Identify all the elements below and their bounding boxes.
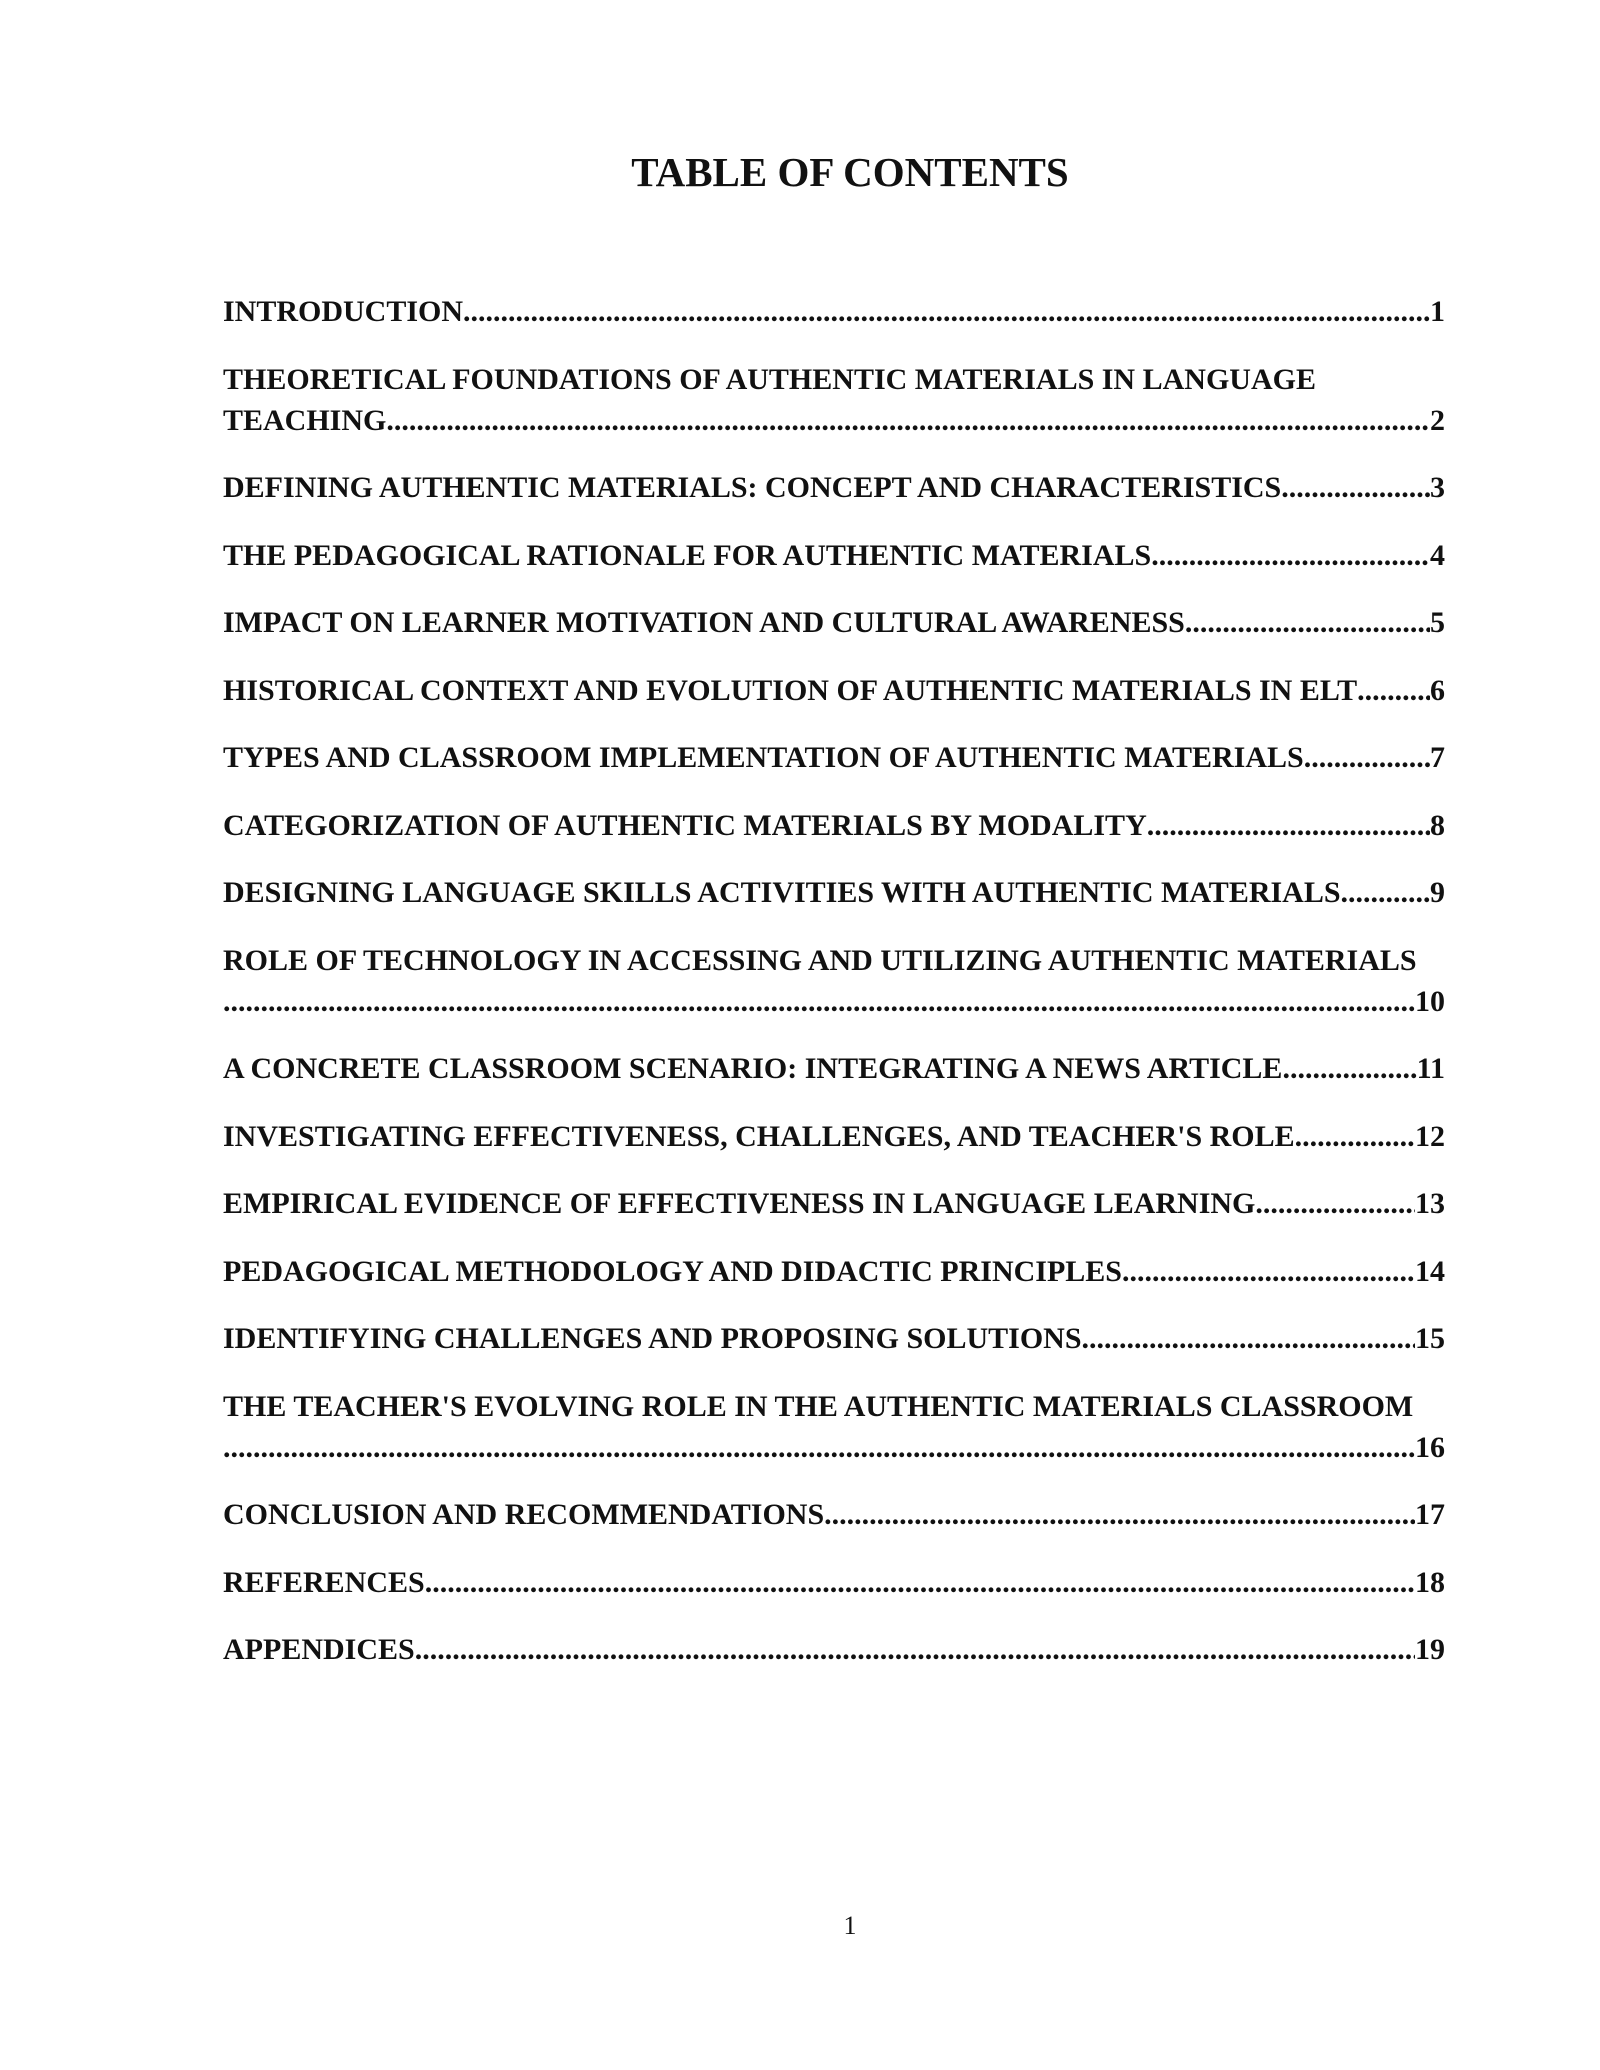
toc-entry-text: APPENDICES: [223, 1633, 415, 1666]
page-title: TABLE OF CONTENTS: [631, 149, 1069, 195]
toc-entry-page: 19: [1415, 1633, 1445, 1666]
toc-entry-page: 15: [1415, 1322, 1445, 1355]
toc-entry-page: 7: [1430, 741, 1445, 774]
toc-entry-historical-context[interactable]: [223, 670, 1445, 711]
toc-entry-text: CONCLUSION AND RECOMMENDATIONS: [223, 1498, 825, 1531]
dot-leader: [1147, 805, 1430, 846]
toc-entry-text: DEFINING AUTHENTIC MATERIALS: CONCEPT AND CHARACTERISTICS: [223, 471, 1282, 504]
toc-entry-teachers-evolving-role[interactable]: [223, 1386, 1493, 1468]
toc-entry-text-line1: THE TEACHER'S EVOLVING ROLE IN THE AUTHENTIC MATERIALS CLASSROOM: [223, 1389, 1414, 1423]
toc-list: [223, 291, 1493, 1697]
toc-entry-pedagogical-methodology[interactable]: [223, 1251, 1445, 1292]
toc-entry-text-line1: THEORETICAL FOUNDATIONS OF AUTHENTIC MATERIALS IN LANGUAGE: [223, 362, 1316, 396]
toc-entry-types-implementation[interactable]: [223, 737, 1445, 778]
toc-entry-line2: [223, 981, 1445, 1022]
dot-leader: [1281, 467, 1430, 508]
toc-entry-conclusion[interactable]: [223, 1494, 1445, 1535]
toc-entry-text: THE PEDAGOGICAL RATIONALE FOR AUTHENTIC MATERIALS: [223, 538, 1152, 572]
toc-entry-text: HISTORICAL CONTEXT AND EVOLUTION OF AUTHENTIC MATERIALS IN ELT: [223, 673, 1358, 707]
toc-entry-investigating-effectiveness[interactable]: [223, 1116, 1445, 1157]
toc-entry-text: IMPACT ON LEARNER MOTIVATION AND CULTURAL AWARENESS: [223, 606, 1185, 639]
page-number: 1: [843, 1911, 857, 1940]
dot-leader: [1082, 1318, 1415, 1359]
toc-entry-text: TYPES AND CLASSROOM IMPLEMENTATION OF AUTHENTIC MATERIALS: [223, 741, 1304, 774]
toc-entry-page: 1: [1430, 295, 1445, 328]
toc-entry-text-line2: TEACHING: [223, 403, 387, 437]
toc-entry-line2: [223, 400, 1445, 441]
dot-leader: [1295, 1116, 1415, 1157]
toc-entry-classroom-scenario[interactable]: [223, 1048, 1445, 1089]
toc-entry-page: 12: [1415, 1119, 1445, 1153]
dot-leader: [1304, 737, 1430, 778]
dot-leader: [1122, 1251, 1415, 1292]
toc-entry-page: 2: [1430, 403, 1445, 437]
toc-entry-text: INVESTIGATING EFFECTIVENESS, CHALLENGES, AND TEACHER'S ROLE: [223, 1119, 1295, 1153]
dot-leader: [223, 981, 1415, 1022]
toc-entry-pedagogical-rationale[interactable]: [223, 535, 1445, 576]
toc-entry-identifying-challenges[interactable]: [223, 1318, 1445, 1359]
toc-entry-text: INTRODUCTION: [223, 295, 464, 328]
dot-leader: [824, 1494, 1415, 1535]
toc-entry-page: 13: [1415, 1187, 1445, 1220]
dot-leader: [425, 1562, 1415, 1603]
toc-entry-text: REFERENCES: [223, 1565, 425, 1599]
toc-entry-text-line1: ROLE OF TECHNOLOGY IN ACCESSING AND UTILIZING AUTHENTIC MATERIALS: [223, 943, 1417, 977]
toc-entry-categorization[interactable]: [223, 805, 1445, 846]
toc-entry-theoretical-foundations[interactable]: [223, 359, 1493, 441]
dot-leader: [1357, 670, 1430, 711]
toc-entry-page: 10: [1415, 984, 1445, 1018]
toc-entry-text: IDENTIFYING CHALLENGES AND PROPOSING SOLUTIONS: [223, 1322, 1082, 1355]
dot-leader: [463, 291, 1430, 332]
toc-entry-page: 16: [1415, 1430, 1445, 1464]
toc-entry-text: CATEGORIZATION OF AUTHENTIC MATERIALS BY MODALITY: [223, 808, 1147, 842]
toc-entry-page: 9: [1430, 876, 1445, 909]
toc-entry-appendices[interactable]: [223, 1629, 1445, 1670]
toc-entry-page: 4: [1430, 538, 1445, 572]
dot-leader: [223, 1427, 1415, 1468]
dot-leader: [1255, 1183, 1415, 1224]
toc-entry-introduction[interactable]: [223, 291, 1445, 332]
toc-entry-page: 8: [1430, 808, 1445, 842]
toc-entry-learner-motivation[interactable]: [223, 602, 1445, 643]
toc-entry-text: A CONCRETE CLASSROOM SCENARIO: INTEGRATING A NEWS ARTICLE: [223, 1052, 1283, 1085]
toc-entry-line2: [223, 1427, 1445, 1468]
toc-entry-page: 11: [1416, 1052, 1445, 1085]
toc-entry-page: 3: [1430, 471, 1445, 504]
toc-entry-page: 17: [1415, 1498, 1445, 1531]
dot-leader: [1185, 602, 1430, 643]
dot-leader: [1341, 872, 1430, 913]
toc-entry-empirical-evidence[interactable]: [223, 1183, 1445, 1224]
dot-leader: [1282, 1048, 1416, 1089]
toc-entry-defining-authentic-materials[interactable]: [223, 467, 1445, 508]
toc-entry-page: 14: [1415, 1254, 1445, 1288]
toc-entry-references[interactable]: [223, 1562, 1445, 1603]
dot-leader: [1151, 535, 1430, 576]
toc-entry-text: PEDAGOGICAL METHODOLOGY AND DIDACTIC PRINCIPLES: [223, 1254, 1122, 1288]
toc-entry-designing-activities[interactable]: [223, 872, 1445, 913]
toc-entry-page: 18: [1415, 1565, 1445, 1599]
dot-leader: [415, 1629, 1415, 1670]
toc-entry-page: 6: [1430, 673, 1445, 707]
toc-entry-text: EMPIRICAL EVIDENCE OF EFFECTIVENESS IN LANGUAGE LEARNING: [223, 1187, 1256, 1220]
toc-entry-page: 5: [1430, 606, 1445, 639]
dot-leader: [386, 400, 1430, 441]
toc-entry-text: DESIGNING LANGUAGE SKILLS ACTIVITIES WITH AUTHENTIC MATERIALS: [223, 876, 1341, 909]
toc-entry-role-of-technology[interactable]: [223, 940, 1493, 1022]
